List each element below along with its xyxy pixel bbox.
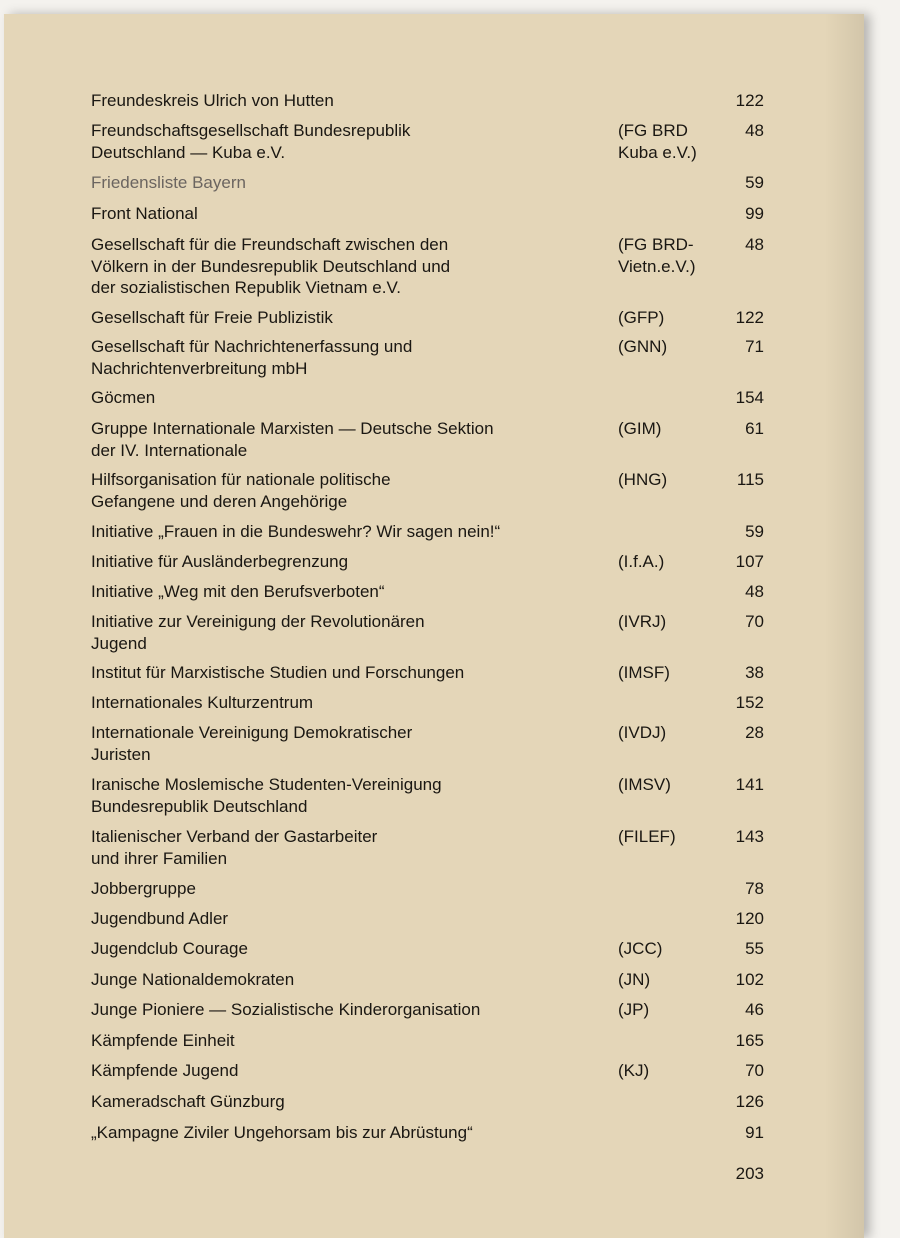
entry-page: 48 [745, 582, 764, 601]
entry-page: 126 [735, 1092, 764, 1111]
entry-name: Kämpfende Jugend [91, 1061, 239, 1080]
entry-page: 46 [745, 1000, 764, 1019]
entry-page: 120 [735, 909, 764, 928]
entry-name: Freundeskreis Ulrich von Hutten [91, 91, 334, 110]
entry-name: Freundschaftsgesellschaft Bundesrepublik Deutschland — Kuba e.V. [91, 121, 411, 162]
entry-abbreviation: (I.f.A.) [618, 552, 665, 571]
entry-name: Gesellschaft für Freie Publizistik [91, 308, 333, 327]
page-number: 203 [735, 1164, 764, 1183]
entry-abbreviation: (GFP) [618, 308, 665, 327]
entry-page: 141 [735, 775, 764, 794]
entry-name: Jugendclub Courage [91, 939, 248, 958]
entry-abbreviation: (FG BRD Kuba e.V.) [618, 121, 697, 162]
entry-name: Kameradschaft Günzburg [91, 1092, 285, 1111]
entry-abbreviation: (IMSF) [618, 663, 670, 682]
entry-name: Friedensliste Bayern [91, 173, 246, 192]
entry-name: Jobbergruppe [91, 879, 196, 898]
entry-abbreviation: (GNN) [618, 337, 668, 356]
entry-abbreviation: (IVRJ) [618, 612, 667, 631]
entry-page: 48 [745, 235, 764, 254]
entry-abbreviation: (JN) [618, 970, 651, 989]
entry-page: 154 [735, 388, 764, 407]
entry-name: Initiative zur Vereinigung der Revolutionären Jugend [91, 612, 425, 653]
entry-name: „Kampagne Ziviler Ungehorsam bis zur Abrüstung“ [91, 1123, 473, 1142]
entry-page: 152 [735, 693, 764, 712]
entry-abbreviation: (HNG) [618, 470, 668, 489]
entry-abbreviation: (KJ) [618, 1061, 650, 1080]
entry-name: Jugendbund Adler [91, 909, 229, 928]
entry-abbreviation: (IMSV) [618, 775, 671, 794]
entry-name: Initiative „Frauen in die Bundeswehr? Wir sagen nein!“ [91, 522, 501, 541]
entry-name: Italienischer Verband der Gastarbeiter und ihrer Familien [91, 827, 378, 868]
entry-page: 143 [735, 827, 764, 846]
entry-name: Gesellschaft für die Freundschaft zwischen den Völkern in der Bundesrepublik Deutschland und der sozialistischen Republik Vietnam e.V. [91, 235, 451, 297]
entry-abbreviation: (FILEF) [618, 827, 676, 846]
entry-page: 38 [745, 663, 764, 682]
entry-name: Initiative „Weg mit den Berufsverboten“ [91, 582, 385, 601]
entry-name: Front National [91, 204, 198, 223]
entry-page: 99 [745, 204, 764, 223]
entry-page: 28 [745, 723, 764, 742]
entry-name: Göcmen [91, 388, 156, 407]
entry-page: 122 [735, 308, 764, 327]
entry-page: 115 [736, 470, 764, 489]
entry-abbreviation: (IVDJ) [618, 723, 667, 742]
entry-page: 61 [745, 419, 764, 438]
entry-name: Initiative für Ausländerbegrenzung [91, 552, 349, 571]
entry-name: Internationales Kulturzentrum [91, 693, 314, 712]
entry-name: Gruppe Internationale Marxisten — Deutsche Sektion der IV. Internationale [91, 419, 494, 460]
entry-name: Iranische Moslemische Studenten-Vereinigung Bundesrepublik Deutschland [91, 775, 442, 816]
entry-name: Junge Nationaldemokraten [91, 970, 295, 989]
book-page [4, 14, 864, 1238]
entry-abbreviation: (GIM) [618, 419, 662, 438]
entry-page: 122 [735, 91, 764, 110]
entry-page: 55 [745, 939, 764, 958]
entry-name: Kämpfende Einheit [91, 1031, 235, 1050]
entry-page: 70 [745, 1061, 764, 1080]
entry-page: 107 [735, 552, 764, 571]
entry-page: 70 [745, 612, 764, 631]
entry-abbreviation: (JCC) [618, 939, 663, 958]
entry-name: Institut für Marxistische Studien und Forschungen [91, 663, 465, 682]
entry-abbreviation: (FG BRD- Vietn.e.V.) [618, 235, 696, 276]
entry-page: 91 [745, 1123, 764, 1142]
entry-page: 102 [735, 970, 764, 989]
entry-page: 59 [745, 173, 764, 192]
index-entries [4, 14, 864, 1238]
entry-name: Junge Pioniere — Sozialistische Kinderorganisation [91, 1000, 481, 1019]
entry-page: 48 [745, 121, 764, 140]
entry-page: 78 [745, 879, 764, 898]
entry-abbreviation: (JP) [618, 1000, 650, 1019]
entry-name: Internationale Vereinigung Demokratischer Juristen [91, 723, 413, 764]
entry-page: 71 [745, 337, 764, 356]
entry-name: Gesellschaft für Nachrichtenerfassung und Nachrichtenverbreitung mbH [91, 337, 413, 378]
entry-page: 165 [735, 1031, 764, 1050]
entry-name: Hilfsorganisation für nationale politische Gefangene und deren Angehörige [91, 470, 391, 511]
entry-page: 59 [745, 522, 764, 541]
